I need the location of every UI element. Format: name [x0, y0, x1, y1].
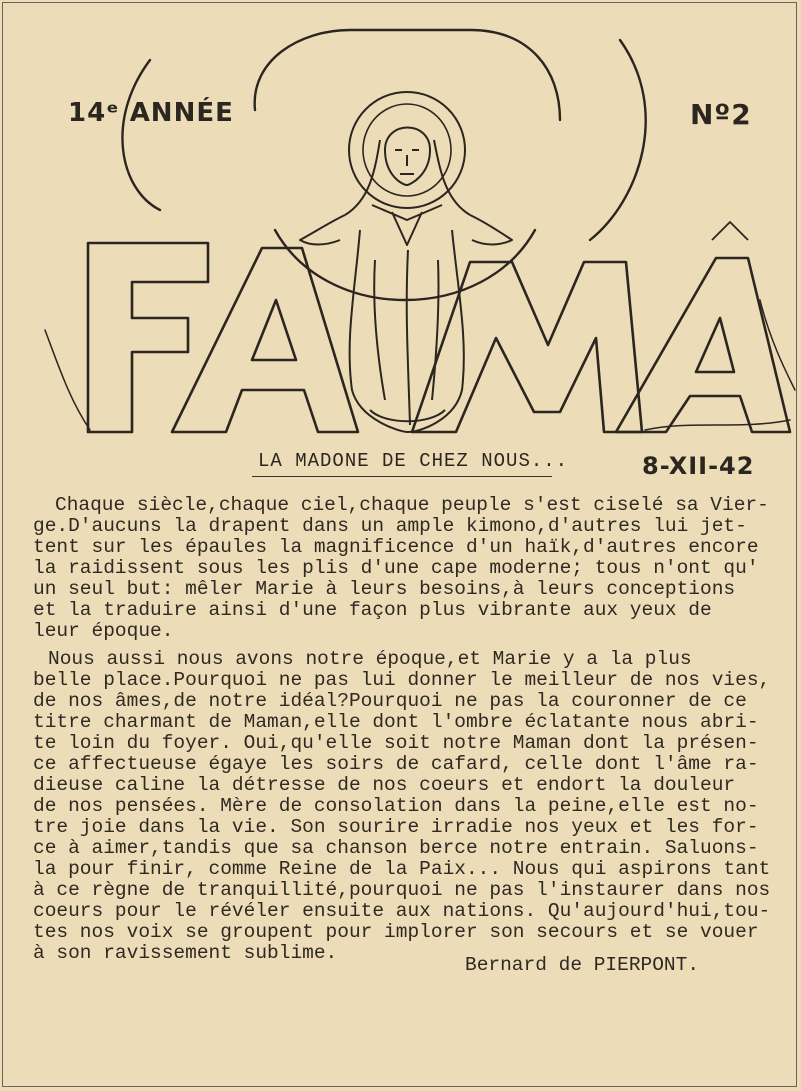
halo-arc-right — [590, 40, 646, 240]
madonna-figure — [300, 128, 512, 433]
article-line: de nos âmes,de notre idéal?Pourquoi ne pas la couronner de ce — [33, 690, 747, 712]
signature: Bernard de PIERPONT. — [465, 954, 700, 976]
article-line: belle place.Pourquoi ne pas lui donner le meilleur de nos vies, — [33, 669, 771, 691]
article-line: ce à aimer,tandis que sa chanson berce notre entrain. Saluons- — [33, 837, 759, 859]
article-line: à ce règne de tranquillité,pourquoi ne pas l'instaurer dans nos — [33, 879, 771, 901]
article-line: tre joie dans la vie. Son sourire irradie nos yeux et les for- — [33, 816, 759, 838]
article-line: tent sur les épaules la magnificence d'un haïk,d'autres encore — [33, 536, 759, 558]
article-line: dieuse caline la détresse de nos coeurs et endort la douleur — [33, 774, 736, 796]
halo-arc-outer — [255, 30, 560, 120]
article-line: te loin du foyer. Oui,qu'elle soit notre Maman dont la présen- — [33, 732, 759, 754]
title-fama — [88, 222, 790, 432]
subtitle-underline — [252, 476, 552, 477]
article-line: la pour finir, comme Reine de la Paix... Nous qui aspirons tant — [33, 858, 771, 880]
article-line: tes nos voix se groupent pour implorer son secours et se vouer — [33, 921, 759, 943]
article-line: et la traduire ainsi d'une façon plus vibrante aux yeux de — [33, 599, 712, 621]
letter-f — [88, 243, 208, 432]
subtitle: LA MADONE DE CHEZ NOUS... — [258, 450, 569, 472]
article-line: leur époque. — [33, 620, 174, 642]
article-line: coeurs pour le révéler ensuite aux nations. Qu'aujourd'hui,tou- — [33, 900, 771, 922]
article-line: Nous aussi nous avons notre époque,et Marie y a la plus — [48, 648, 692, 670]
letter-a1 — [172, 248, 358, 432]
masthead — [0, 0, 801, 480]
article-line: la raidissent sous les plis d'une cape moderne; tous n'ont qu' — [33, 557, 759, 579]
head-halo-inner — [363, 104, 451, 196]
article-line: de nos pensées. Mère de consolation dans la peine,elle est no- — [33, 795, 759, 817]
issue-date: 8-XII-42 — [642, 452, 755, 480]
article-line: un seul but: mêler Marie à leurs besoins,à leurs conceptions — [33, 578, 736, 600]
article-body — [0, 488, 801, 1048]
masthead-artwork — [0, 0, 801, 470]
article-line: titre charmant de Maman,elle dont l'ombre éclatante nous abri- — [33, 711, 759, 733]
letter-m — [412, 262, 642, 432]
article-line: Chaque siècle,chaque ciel,chaque peuple s'est ciselé sa Vier- — [55, 494, 769, 516]
letter-a2 — [616, 258, 790, 432]
year-label: 14ᵉ ANNÉE — [68, 98, 234, 128]
article-line: ge.D'aucuns la drapent dans un ample kimono,d'autres lui jet- — [33, 515, 747, 537]
issue-number: Nº2 — [690, 98, 752, 131]
article-line: ce affectueuse égaye les soirs de cafard, celle dont l'âme ra- — [33, 753, 759, 775]
article-line: à son ravissement sublime. — [33, 942, 338, 964]
halo-arc-left — [122, 60, 160, 210]
